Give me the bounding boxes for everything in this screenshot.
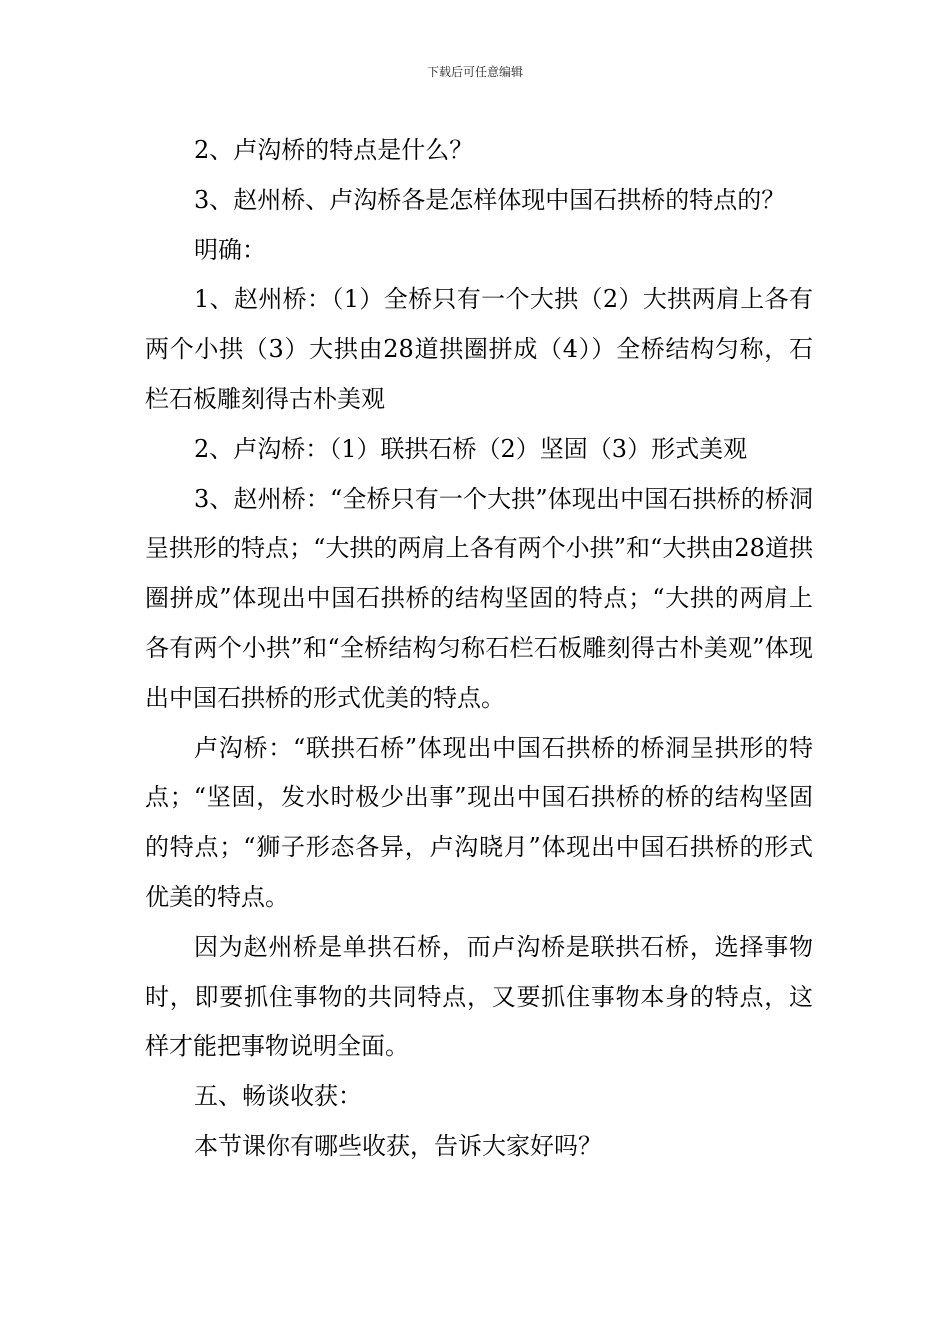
section-5-heading: 五、畅谈收获： [194,1082,362,1111]
question-3: 3、赵州桥、卢沟桥各是怎样体现中国石拱桥的特点的？ [194,185,786,214]
answer-2-lugou: 2、卢沟桥：（1）联拱石桥（2）坚固（3）形式美观 [194,434,748,463]
answer-heading: 明确： [194,235,266,264]
page-header: 下载后可任意编辑 [426,65,523,79]
closing-question: 本节课你有哪些收获，告诉大家好吗？ [194,1131,602,1160]
answer-3-lugou: 卢沟桥：“联拱石桥”体现出中国石拱桥的桥洞呈拱形的特点；“坚固，发水时极少出事”现出中国石拱桥的桥的结构坚固的特点；“狮子形态各异，卢沟晓月”体现出中国石拱桥的形式优美的特点。 [145,733,813,911]
question-2: 2、卢沟桥的特点是什么？ [194,136,474,164]
answer-3-zhaozhou: 3、赵州桥：“全桥只有一个大拱”体现出中国石拱桥的桥洞呈拱形的特点；“大拱的两肩上各有两个小拱”和“大拱由28道拱圈拼成”体现出中国石拱桥的结构坚固的特点；“大拱的两肩上各有两个小拱”和“全桥结构匀称石栏石板雕刻得古朴美观”体现出中国石拱桥的形式优美的特点。 [145,484,813,712]
document-body [145,126,813,1172]
answer-1-zhaozhou: 1、赵州桥：（1）全桥只有一个大拱（2）大拱两肩上各有两个小拱（3）大拱由28道拱圈拼成（4））全桥结构匀称，石栏石板雕刻得古朴美观 [145,285,813,413]
conclusion-paragraph: 因为赵州桥是单拱石桥，而卢沟桥是联拱石桥，选择事物时，即要抓住事物的共同特点，又要抓住事物本身的特点，这样才能把事物说明全面。 [145,932,813,1061]
